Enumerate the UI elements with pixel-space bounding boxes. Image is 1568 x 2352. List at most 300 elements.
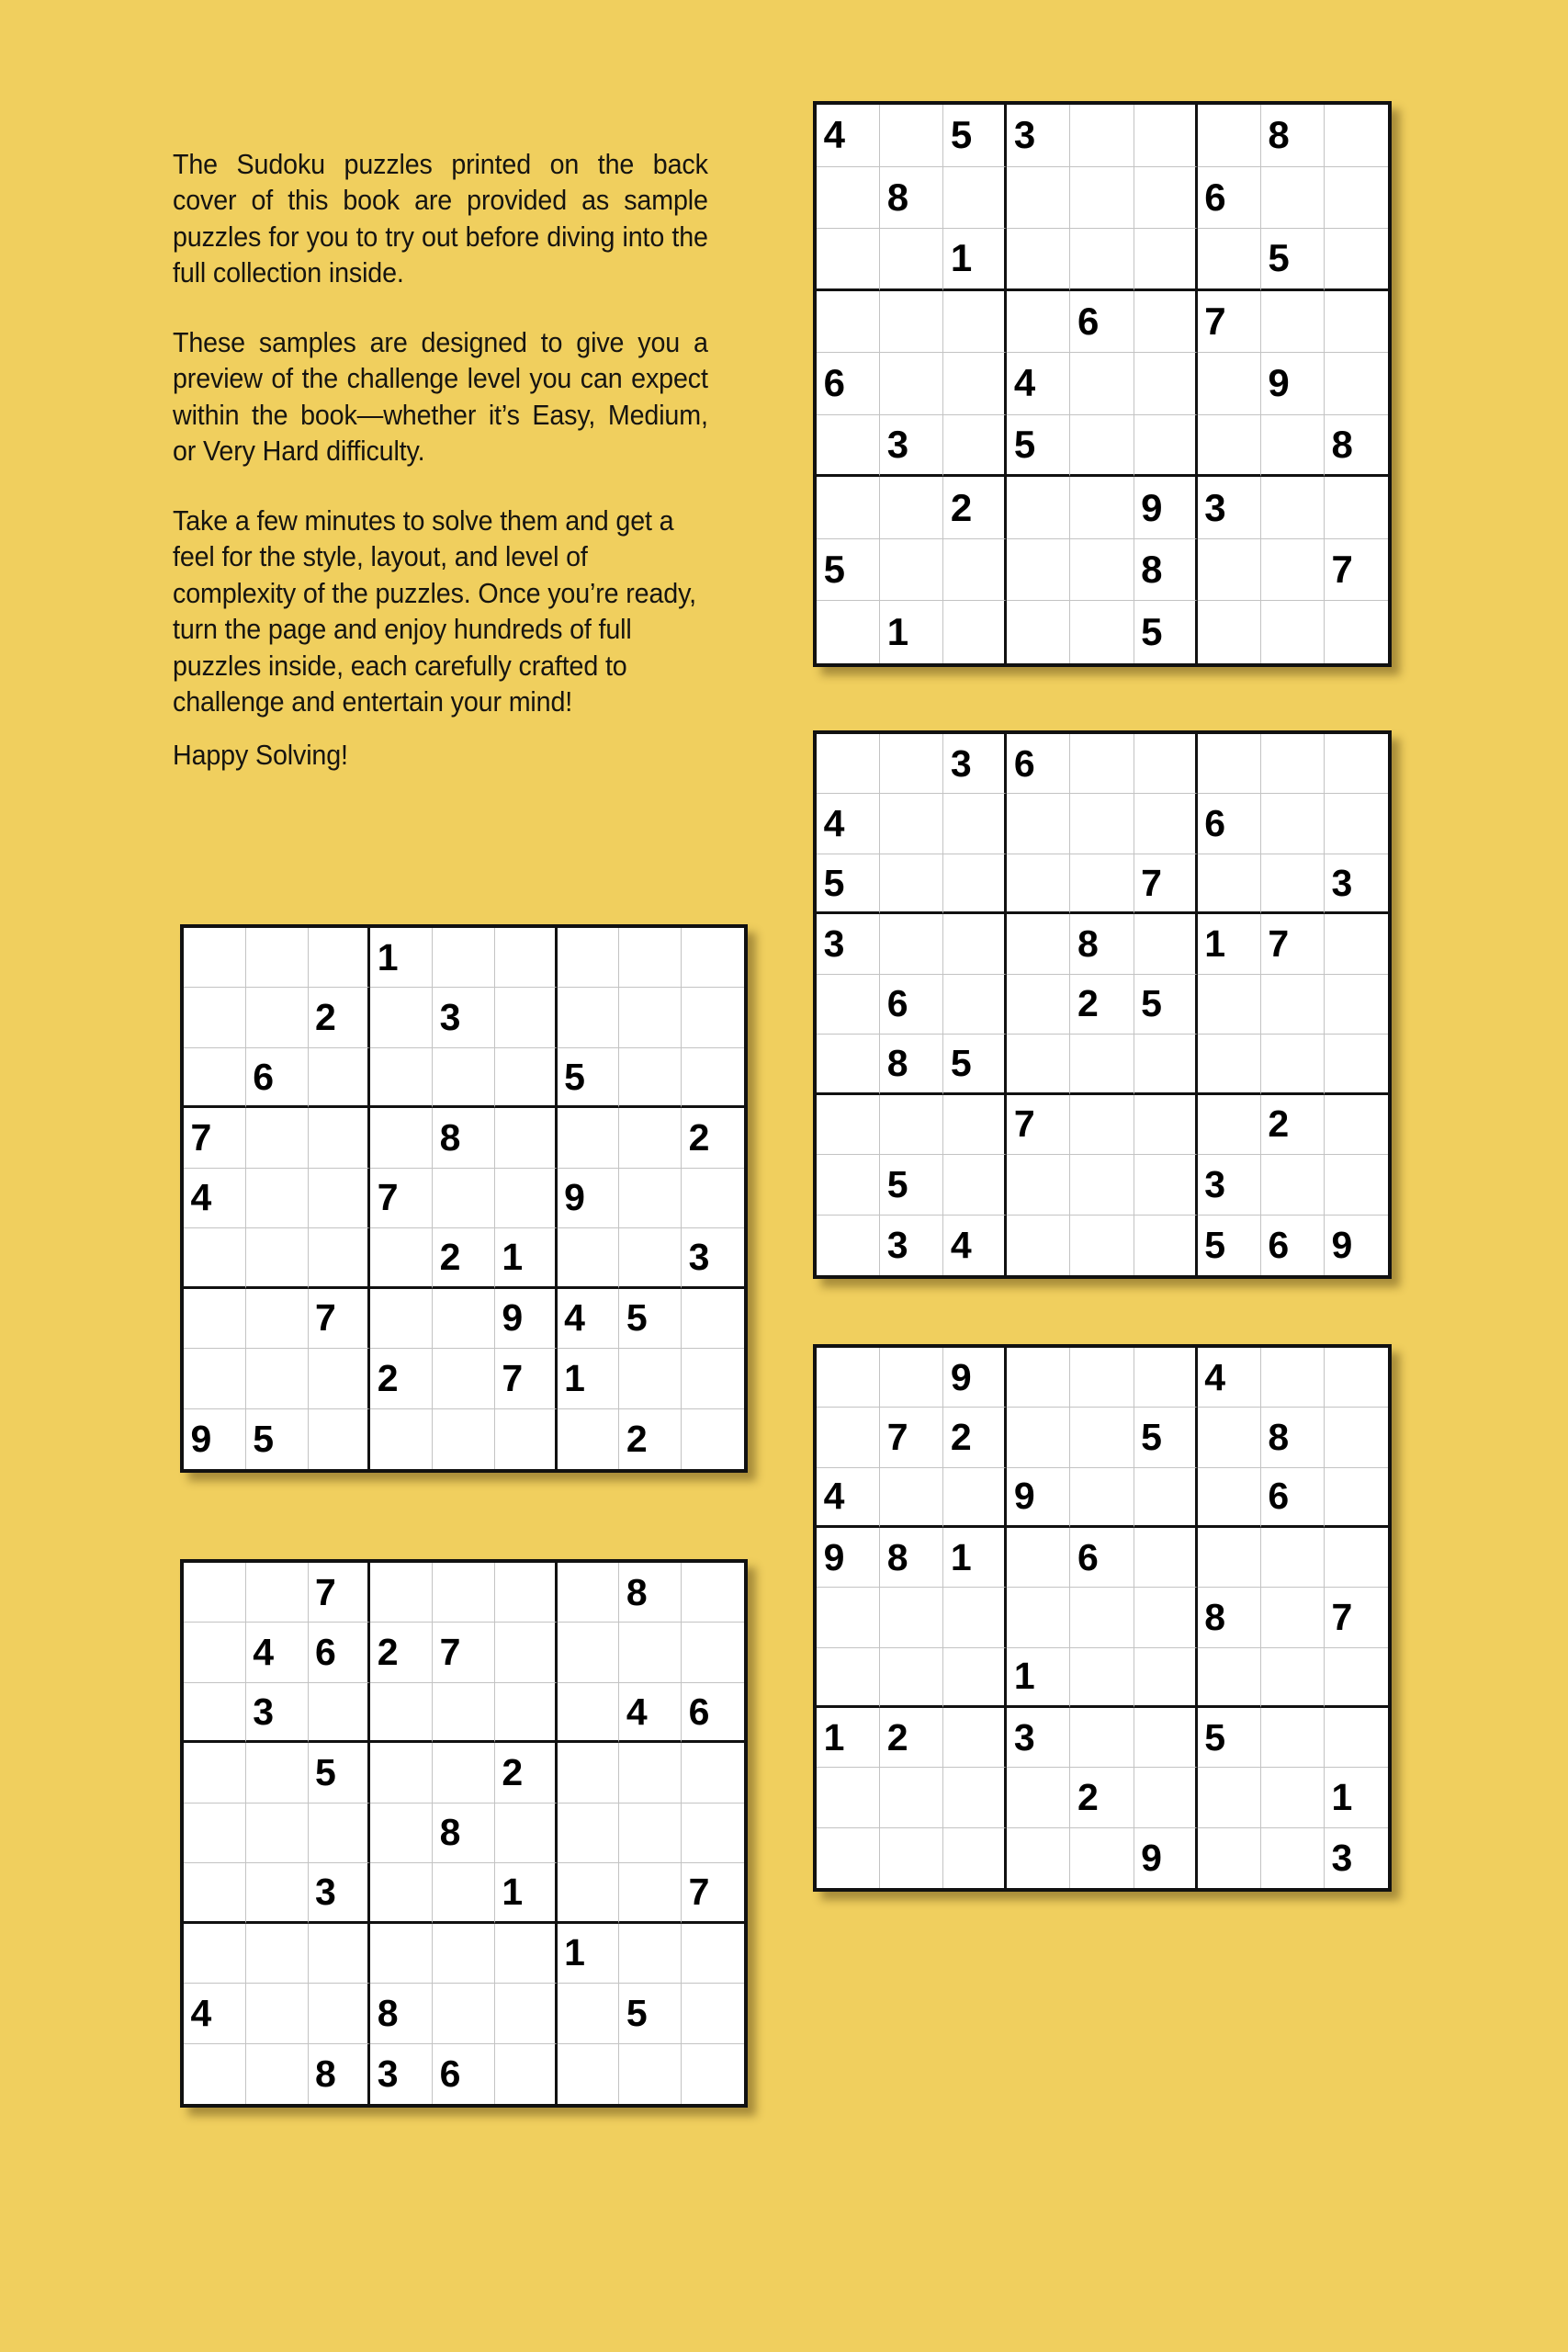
- sudoku-cell[interactable]: [1198, 1648, 1261, 1708]
- sudoku-cell[interactable]: 7: [309, 1563, 371, 1623]
- sudoku-cell[interactable]: [1325, 1528, 1388, 1588]
- sudoku-cell[interactable]: [1198, 539, 1261, 602]
- sudoku-cell[interactable]: [880, 477, 943, 539]
- sudoku-cell[interactable]: [817, 1408, 880, 1467]
- sudoku-cell[interactable]: 3: [1198, 1155, 1261, 1215]
- sudoku-cell[interactable]: [682, 1743, 744, 1803]
- sudoku-cell[interactable]: 3: [246, 1683, 309, 1743]
- sudoku-cell[interactable]: [495, 988, 558, 1047]
- sudoku-cell[interactable]: 8: [880, 1528, 943, 1588]
- sudoku-cell[interactable]: 2: [682, 1108, 744, 1168]
- sudoku-cell[interactable]: [246, 1349, 309, 1408]
- sudoku-cell[interactable]: [1007, 1768, 1070, 1827]
- sudoku-cell[interactable]: [817, 975, 880, 1035]
- sudoku-cell[interactable]: 1: [817, 1708, 880, 1768]
- sudoku-cell[interactable]: 5: [1261, 229, 1325, 291]
- sudoku-cell[interactable]: 8: [1198, 1588, 1261, 1647]
- sudoku-cell[interactable]: [1007, 975, 1070, 1035]
- sudoku-cell[interactable]: [619, 2044, 682, 2104]
- sudoku-cell[interactable]: [817, 601, 880, 663]
- sudoku-cell[interactable]: 2: [1261, 1095, 1325, 1155]
- sudoku-cell[interactable]: 5: [1134, 975, 1198, 1035]
- sudoku-cell[interactable]: [943, 1155, 1007, 1215]
- sudoku-cell[interactable]: [184, 988, 246, 1047]
- sudoku-cell[interactable]: [619, 1349, 682, 1408]
- sudoku-cell[interactable]: [1198, 1408, 1261, 1467]
- sudoku-cell[interactable]: [1007, 229, 1070, 291]
- sudoku-cell[interactable]: [1134, 1768, 1198, 1827]
- sudoku-cell[interactable]: 6: [1070, 291, 1134, 354]
- sudoku-cell[interactable]: [1007, 167, 1070, 230]
- sudoku-cell[interactable]: 3: [943, 734, 1007, 794]
- sudoku-cell[interactable]: [184, 2044, 246, 2104]
- sudoku-cell[interactable]: [433, 1863, 495, 1923]
- sudoku-cell[interactable]: 2: [1070, 975, 1134, 1035]
- sudoku-cell[interactable]: [370, 988, 433, 1047]
- sudoku-cell[interactable]: [1261, 1588, 1325, 1647]
- sudoku-cell[interactable]: [1325, 1648, 1388, 1708]
- sudoku-cell[interactable]: [1134, 1035, 1198, 1094]
- sudoku-cell[interactable]: [1007, 291, 1070, 354]
- sudoku-cell[interactable]: 3: [880, 415, 943, 478]
- sudoku-cell[interactable]: [495, 1169, 558, 1228]
- sudoku-cell[interactable]: [880, 854, 943, 914]
- sudoku-cell[interactable]: [558, 988, 620, 1047]
- sudoku-cell[interactable]: [1134, 167, 1198, 230]
- sudoku-cell[interactable]: [1325, 601, 1388, 663]
- sudoku-cell[interactable]: [309, 928, 371, 988]
- sudoku-cell[interactable]: [682, 1563, 744, 1623]
- sudoku-cell[interactable]: [370, 1409, 433, 1469]
- sudoku-cell[interactable]: [433, 1409, 495, 1469]
- sudoku-cell[interactable]: [1134, 1708, 1198, 1768]
- sudoku-cell[interactable]: 8: [880, 167, 943, 230]
- sudoku-cell[interactable]: [817, 1095, 880, 1155]
- sudoku-cell[interactable]: [558, 1743, 620, 1803]
- sudoku-cell[interactable]: [495, 1924, 558, 1984]
- sudoku-cell[interactable]: [682, 1289, 744, 1349]
- sudoku-cell[interactable]: [370, 1924, 433, 1984]
- sudoku-cell[interactable]: 9: [184, 1409, 246, 1469]
- sudoku-cell[interactable]: 5: [943, 105, 1007, 167]
- sudoku-cell[interactable]: [1070, 1155, 1134, 1215]
- sudoku-cell[interactable]: [309, 1683, 371, 1743]
- sudoku-cell[interactable]: [1070, 1348, 1134, 1408]
- sudoku-cell[interactable]: [1134, 415, 1198, 478]
- sudoku-cell[interactable]: [1261, 477, 1325, 539]
- sudoku-cell[interactable]: [619, 988, 682, 1047]
- sudoku-cell[interactable]: [1261, 734, 1325, 794]
- sudoku-cell[interactable]: 5: [619, 1984, 682, 2043]
- sudoku-cell[interactable]: [184, 1623, 246, 1682]
- sudoku-cell[interactable]: 2: [370, 1349, 433, 1408]
- sudoku-cell[interactable]: [619, 928, 682, 988]
- sudoku-cell[interactable]: [817, 1348, 880, 1408]
- sudoku-cell[interactable]: [1007, 1216, 1070, 1275]
- sudoku-cell[interactable]: [558, 1108, 620, 1168]
- sudoku-cell[interactable]: [1261, 1828, 1325, 1888]
- sudoku-cell[interactable]: 4: [1007, 353, 1070, 415]
- sudoku-cell[interactable]: [1198, 854, 1261, 914]
- sudoku-cell[interactable]: 8: [309, 2044, 371, 2104]
- sudoku-cell[interactable]: [370, 1289, 433, 1349]
- sudoku-cell[interactable]: [246, 1289, 309, 1349]
- sudoku-cell[interactable]: [495, 1623, 558, 1682]
- sudoku-cell[interactable]: [184, 1228, 246, 1288]
- sudoku-cell[interactable]: 6: [1261, 1216, 1325, 1275]
- sudoku-cell[interactable]: [880, 1095, 943, 1155]
- sudoku-cell[interactable]: [1070, 229, 1134, 291]
- sudoku-cell[interactable]: 2: [433, 1228, 495, 1288]
- sudoku-cell[interactable]: [1325, 1155, 1388, 1215]
- sudoku-cell[interactable]: [1134, 1216, 1198, 1275]
- sudoku-cell[interactable]: [1261, 1768, 1325, 1827]
- sudoku-cell[interactable]: 9: [1331, 1223, 1352, 1266]
- sudoku-cell[interactable]: [1007, 601, 1070, 663]
- sudoku-cell[interactable]: [1325, 353, 1388, 415]
- sudoku-cell[interactable]: [1261, 794, 1325, 854]
- sudoku-cell[interactable]: [495, 1683, 558, 1743]
- sudoku-cell[interactable]: 8: [370, 1984, 433, 2043]
- sudoku-cell[interactable]: 2: [619, 1409, 682, 1469]
- sudoku-cell[interactable]: 7: [1007, 1095, 1070, 1155]
- sudoku-cell[interactable]: 9: [1007, 1468, 1070, 1528]
- sudoku-cell[interactable]: [184, 1349, 246, 1408]
- sudoku-cell[interactable]: [1007, 539, 1070, 602]
- sudoku-cell[interactable]: [880, 105, 943, 167]
- sudoku-cell[interactable]: [1134, 794, 1198, 854]
- sudoku-cell[interactable]: [943, 975, 1007, 1035]
- sudoku-cell[interactable]: 5: [1007, 415, 1070, 478]
- sudoku-cell[interactable]: [880, 539, 943, 602]
- sudoku-cell[interactable]: 8: [619, 1563, 682, 1623]
- sudoku-cell[interactable]: [184, 1804, 246, 1863]
- sudoku-cell[interactable]: [246, 928, 309, 988]
- sudoku-cell[interactable]: [370, 1804, 433, 1863]
- sudoku-cell[interactable]: [1325, 291, 1388, 354]
- sudoku-cell[interactable]: [1007, 1528, 1070, 1588]
- sudoku-cell[interactable]: 3: [370, 2044, 433, 2104]
- sudoku-cell[interactable]: [943, 1828, 1007, 1888]
- sudoku-cell[interactable]: 9: [1134, 1828, 1198, 1888]
- sudoku-cell[interactable]: [817, 1588, 880, 1647]
- sudoku-cell[interactable]: 1: [943, 229, 1007, 291]
- sudoku-cell[interactable]: [880, 914, 943, 974]
- sudoku-cell[interactable]: [817, 1155, 880, 1215]
- sudoku-cell[interactable]: [817, 734, 880, 794]
- sudoku-cell[interactable]: [433, 928, 495, 988]
- sudoku-cell[interactable]: [1198, 601, 1261, 663]
- sudoku-cell[interactable]: 6: [880, 975, 943, 1035]
- sudoku-cell[interactable]: 8: [433, 1804, 495, 1863]
- sudoku-cell[interactable]: [246, 1984, 309, 2043]
- sudoku-cell[interactable]: [433, 1349, 495, 1408]
- sudoku-cell[interactable]: [1070, 1035, 1134, 1094]
- sudoku-cell[interactable]: [309, 1048, 371, 1108]
- sudoku-cell[interactable]: [943, 539, 1007, 602]
- sudoku-cell[interactable]: [558, 1863, 620, 1923]
- sudoku-cell[interactable]: [1325, 794, 1388, 854]
- sudoku-cell[interactable]: [370, 1108, 433, 1168]
- sudoku-cell[interactable]: [1261, 539, 1325, 602]
- sudoku-cell[interactable]: 3: [1325, 854, 1388, 914]
- sudoku-cell[interactable]: 3: [817, 914, 880, 974]
- sudoku-cell[interactable]: 4: [246, 1623, 309, 1682]
- sudoku-cell[interactable]: [1198, 229, 1261, 291]
- sudoku-cell[interactable]: 2: [1070, 1768, 1134, 1827]
- sudoku-cell[interactable]: [943, 1768, 1007, 1827]
- sudoku-cell[interactable]: [1261, 1035, 1325, 1094]
- sudoku-cell[interactable]: [682, 1804, 744, 1863]
- sudoku-cell[interactable]: 7: [309, 1289, 371, 1349]
- sudoku-cell[interactable]: 5: [246, 1409, 309, 1469]
- sudoku-cell[interactable]: [309, 1228, 371, 1288]
- sudoku-cell[interactable]: [495, 1563, 558, 1623]
- sudoku-cell[interactable]: [943, 1588, 1007, 1647]
- sudoku-cell[interactable]: [1134, 1648, 1198, 1708]
- sudoku-cell[interactable]: [817, 1828, 880, 1888]
- sudoku-cell[interactable]: [1070, 539, 1134, 602]
- sudoku-cell[interactable]: [1007, 914, 1070, 974]
- sudoku-cell[interactable]: [682, 1409, 744, 1469]
- sudoku-cell[interactable]: 8: [1325, 415, 1388, 478]
- sudoku-cell[interactable]: [433, 1984, 495, 2043]
- sudoku-cell[interactable]: [1198, 1828, 1261, 1888]
- sudoku-grid-right-middle[interactable]: [813, 730, 1392, 1279]
- sudoku-cell[interactable]: [943, 291, 1007, 354]
- sudoku-cell[interactable]: [184, 1563, 246, 1623]
- sudoku-cell[interactable]: [1070, 1708, 1134, 1768]
- sudoku-cell[interactable]: [619, 1743, 682, 1803]
- sudoku-cell[interactable]: 4: [817, 105, 880, 167]
- sudoku-cell[interactable]: [1198, 1528, 1261, 1588]
- sudoku-cell[interactable]: [1325, 1408, 1388, 1467]
- sudoku-cell[interactable]: [1261, 1155, 1325, 1215]
- sudoku-cell[interactable]: [880, 229, 943, 291]
- sudoku-cell[interactable]: [1134, 1588, 1198, 1647]
- sudoku-cell[interactable]: 4: [184, 1984, 246, 2043]
- sudoku-cell[interactable]: [682, 1349, 744, 1408]
- sudoku-cell[interactable]: [880, 291, 943, 354]
- sudoku-cell[interactable]: [619, 1623, 682, 1682]
- sudoku-cell[interactable]: [246, 1563, 309, 1623]
- sudoku-cell[interactable]: [433, 1563, 495, 1623]
- sudoku-cell[interactable]: 5: [817, 539, 880, 602]
- sudoku-cell[interactable]: 1: [1007, 1648, 1070, 1708]
- sudoku-cell[interactable]: [246, 1804, 309, 1863]
- sudoku-cell[interactable]: [309, 1409, 371, 1469]
- sudoku-cell[interactable]: [1007, 1408, 1070, 1467]
- sudoku-cell[interactable]: 3: [1007, 105, 1070, 167]
- sudoku-cell[interactable]: 6: [1198, 794, 1261, 854]
- sudoku-cell[interactable]: 7: [1134, 854, 1198, 914]
- sudoku-cell[interactable]: 8: [1261, 105, 1325, 167]
- sudoku-cell[interactable]: [943, 415, 1007, 478]
- sudoku-cell[interactable]: 6: [246, 1048, 309, 1108]
- sudoku-cell[interactable]: [1134, 1155, 1198, 1215]
- sudoku-cell[interactable]: [943, 601, 1007, 663]
- sudoku-cell[interactable]: [1325, 477, 1388, 539]
- sudoku-cell[interactable]: [682, 1623, 744, 1682]
- sudoku-cell[interactable]: 8: [433, 1108, 495, 1168]
- sudoku-cell[interactable]: 3: [1198, 477, 1261, 539]
- sudoku-cell[interactable]: [1261, 1648, 1325, 1708]
- sudoku-cell[interactable]: [495, 1804, 558, 1863]
- sudoku-cell[interactable]: [682, 2044, 744, 2104]
- sudoku-cell[interactable]: 4: [817, 794, 880, 854]
- sudoku-cell[interactable]: [1070, 1095, 1134, 1155]
- sudoku-cell[interactable]: [1007, 1588, 1070, 1647]
- sudoku-cell[interactable]: [1070, 477, 1134, 539]
- sudoku-cell[interactable]: [433, 1048, 495, 1108]
- sudoku-cell[interactable]: [943, 854, 1007, 914]
- sudoku-cell[interactable]: [1134, 1095, 1198, 1155]
- sudoku-cell[interactable]: [1325, 734, 1388, 794]
- sudoku-cell[interactable]: [943, 1708, 1007, 1768]
- sudoku-cell[interactable]: 2: [880, 1708, 943, 1768]
- sudoku-cell[interactable]: [370, 1743, 433, 1803]
- sudoku-cell[interactable]: [1198, 105, 1261, 167]
- sudoku-cell[interactable]: [1070, 1216, 1134, 1275]
- sudoku-cell[interactable]: [558, 1623, 620, 1682]
- sudoku-grid-left-bottom[interactable]: [180, 1559, 748, 2108]
- sudoku-cell[interactable]: [433, 1743, 495, 1803]
- sudoku-cell[interactable]: [433, 1289, 495, 1349]
- sudoku-cell[interactable]: [943, 1095, 1007, 1155]
- sudoku-cell[interactable]: [1198, 353, 1261, 415]
- sudoku-cell[interactable]: [433, 1683, 495, 1743]
- sudoku-cell[interactable]: [246, 1743, 309, 1803]
- sudoku-cell[interactable]: [1198, 415, 1261, 478]
- sudoku-cell[interactable]: 6: [433, 2044, 495, 2104]
- sudoku-cell[interactable]: [880, 1648, 943, 1708]
- sudoku-cell[interactable]: 8: [1070, 914, 1134, 974]
- sudoku-cell[interactable]: [1070, 1408, 1134, 1467]
- sudoku-cell[interactable]: [943, 794, 1007, 854]
- sudoku-cell[interactable]: [682, 1048, 744, 1108]
- sudoku-cell[interactable]: [880, 1588, 943, 1647]
- sudoku-cell[interactable]: [880, 1828, 943, 1888]
- sudoku-cell[interactable]: 6: [1007, 734, 1070, 794]
- sudoku-cell[interactable]: [309, 1169, 371, 1228]
- sudoku-cell[interactable]: [309, 1924, 371, 1984]
- sudoku-cell[interactable]: [817, 167, 880, 230]
- sudoku-cell[interactable]: 9: [817, 1528, 880, 1588]
- sudoku-cell[interactable]: [1198, 1468, 1261, 1528]
- sudoku-cell[interactable]: [1134, 353, 1198, 415]
- sudoku-cell[interactable]: [184, 1048, 246, 1108]
- sudoku-cell[interactable]: 9: [943, 1348, 1007, 1408]
- sudoku-cell[interactable]: 6: [309, 1623, 371, 1682]
- sudoku-cell[interactable]: [943, 353, 1007, 415]
- sudoku-cell[interactable]: [558, 1563, 620, 1623]
- sudoku-cell[interactable]: [943, 1648, 1007, 1708]
- sudoku-cell[interactable]: 3: [1331, 1836, 1352, 1879]
- sudoku-cell[interactable]: [1007, 1155, 1070, 1215]
- sudoku-cell[interactable]: 5: [1198, 1708, 1261, 1768]
- sudoku-cell[interactable]: [1261, 1348, 1325, 1408]
- sudoku-cell[interactable]: [246, 1228, 309, 1288]
- sudoku-cell[interactable]: [1261, 975, 1325, 1035]
- sudoku-cell[interactable]: 5: [558, 1048, 620, 1108]
- sudoku-cell[interactable]: 6: [1261, 1468, 1325, 1528]
- sudoku-cell[interactable]: 7: [682, 1863, 744, 1923]
- sudoku-cell[interactable]: [1325, 1468, 1388, 1528]
- sudoku-cell[interactable]: [246, 1169, 309, 1228]
- sudoku-cell[interactable]: [1325, 1095, 1388, 1155]
- sudoku-cell[interactable]: 3: [1007, 1708, 1070, 1768]
- sudoku-cell[interactable]: [682, 928, 744, 988]
- sudoku-cell[interactable]: [1198, 1768, 1261, 1827]
- sudoku-cell[interactable]: 4: [184, 1169, 246, 1228]
- sudoku-cell[interactable]: [495, 1108, 558, 1168]
- sudoku-cell[interactable]: [1134, 734, 1198, 794]
- sudoku-cell[interactable]: [817, 1648, 880, 1708]
- sudoku-cell[interactable]: [370, 1683, 433, 1743]
- sudoku-cell[interactable]: 9: [1261, 353, 1325, 415]
- sudoku-cell[interactable]: 1: [495, 1863, 558, 1923]
- sudoku-cell[interactable]: [1007, 794, 1070, 854]
- sudoku-cell[interactable]: [1070, 734, 1134, 794]
- sudoku-cell[interactable]: 7: [1261, 914, 1325, 974]
- sudoku-cell[interactable]: [495, 1984, 558, 2043]
- sudoku-cell[interactable]: [943, 167, 1007, 230]
- sudoku-cell[interactable]: [1007, 1828, 1070, 1888]
- sudoku-cell[interactable]: [943, 1468, 1007, 1528]
- sudoku-cell[interactable]: [619, 1169, 682, 1228]
- sudoku-cell[interactable]: [558, 1409, 620, 1469]
- sudoku-cell[interactable]: [1070, 1468, 1134, 1528]
- sudoku-cell[interactable]: 8: [1134, 539, 1198, 602]
- sudoku-cell[interactable]: [1134, 914, 1198, 974]
- sudoku-cell[interactable]: [1325, 914, 1388, 974]
- sudoku-cell[interactable]: 8: [880, 1035, 943, 1094]
- sudoku-cell[interactable]: 1: [495, 1228, 558, 1288]
- sudoku-cell[interactable]: [619, 1804, 682, 1863]
- sudoku-cell[interactable]: [558, 1984, 620, 2043]
- sudoku-cell[interactable]: [880, 1468, 943, 1528]
- sudoku-cell[interactable]: [558, 1683, 620, 1743]
- sudoku-cell[interactable]: 1: [880, 601, 943, 663]
- sudoku-cell[interactable]: [817, 477, 880, 539]
- sudoku-cell[interactable]: [880, 1768, 943, 1827]
- sudoku-cell[interactable]: [1325, 229, 1388, 291]
- sudoku-cell[interactable]: [1070, 105, 1134, 167]
- sudoku-cell[interactable]: 7: [1325, 1588, 1388, 1647]
- sudoku-cell[interactable]: [558, 1804, 620, 1863]
- sudoku-cell[interactable]: [1070, 1828, 1134, 1888]
- sudoku-cell[interactable]: 3: [309, 1863, 371, 1923]
- sudoku-cell[interactable]: 2: [495, 1743, 558, 1803]
- sudoku-cell[interactable]: [370, 1228, 433, 1288]
- sudoku-cell[interactable]: [309, 1349, 371, 1408]
- sudoku-cell[interactable]: [184, 1683, 246, 1743]
- sudoku-cell[interactable]: 5: [1134, 1408, 1198, 1467]
- sudoku-cell[interactable]: [184, 928, 246, 988]
- sudoku-cell[interactable]: [1198, 975, 1261, 1035]
- sudoku-cell[interactable]: [370, 1863, 433, 1923]
- sudoku-cell[interactable]: [682, 988, 744, 1047]
- sudoku-cell[interactable]: 8: [1261, 1408, 1325, 1467]
- sudoku-cell[interactable]: 7: [433, 1623, 495, 1682]
- sudoku-cell[interactable]: [184, 1863, 246, 1923]
- sudoku-cell[interactable]: 5: [817, 854, 880, 914]
- sudoku-cell[interactable]: 9: [1134, 477, 1198, 539]
- sudoku-cell[interactable]: [1070, 854, 1134, 914]
- sudoku-cell[interactable]: [1134, 1528, 1198, 1588]
- sudoku-cell[interactable]: [370, 1048, 433, 1108]
- sudoku-cell[interactable]: [1007, 477, 1070, 539]
